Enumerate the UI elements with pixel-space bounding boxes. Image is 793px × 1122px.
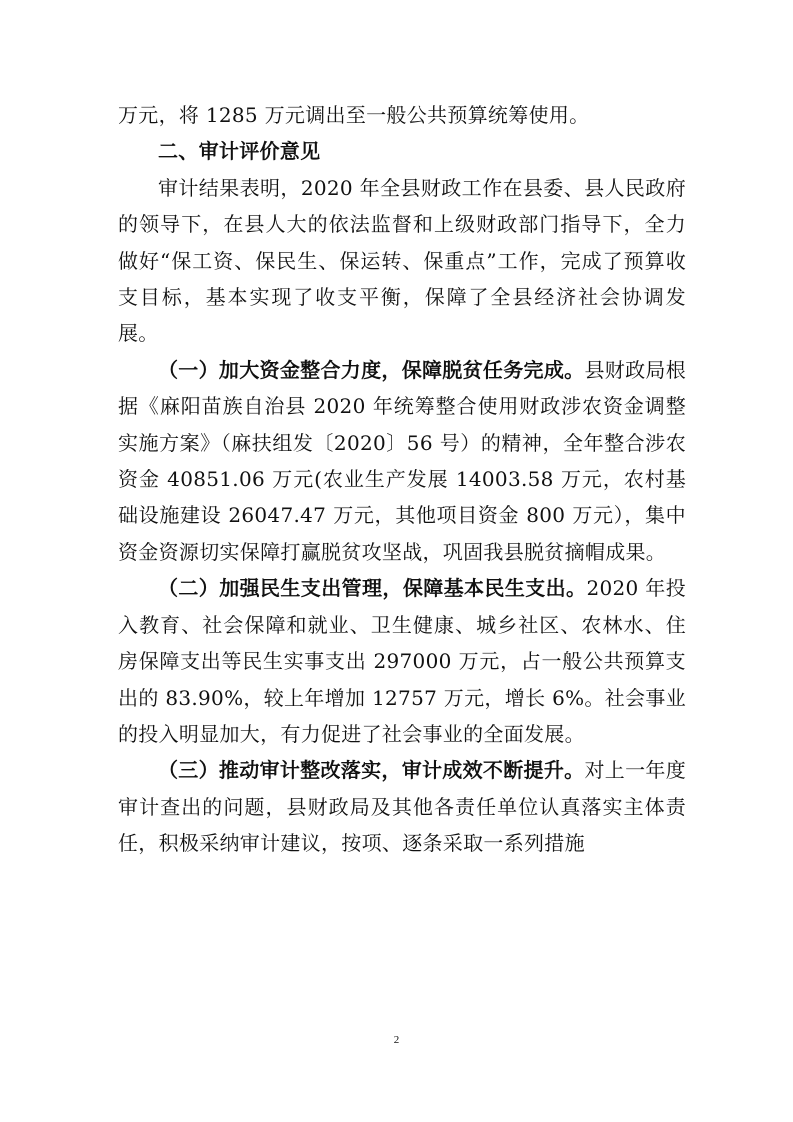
lead-paragraph-rectification bbox=[118, 752, 686, 861]
lead-paragraph-funds bbox=[118, 352, 686, 570]
lead-paragraph-livelihood bbox=[118, 570, 686, 752]
paragraph-lead: （三）推动审计整改落实，审计成效不断提升。 bbox=[158, 758, 585, 783]
page-number: 2 bbox=[393, 1034, 400, 1046]
paragraph-body: 2020 年投入教育、社会保障和就业、卫生健康、城乡社区、农林水、住房保障支出等民生实事支出 297000 万元，占一般公共预算支出的 83.90%，较上年增加 12757 万元，增长 6%。社会事业的投入明显加大，有力促进了社会事业的全面发展。 bbox=[118, 576, 686, 746]
paragraph-body: 县财政局根据《麻阳苗族自治县 2020 年统筹整合使用财政涉农资金调整实施方案》（麻扶组发〔2020〕56 号）的精神，全年整合涉农资金 40851.06 万元(农业生产发展 14003.58 万元，农村基础设施建设 26047.47 万元，其他项目资金 800 万元），集中资金资源切实保障打赢脱贫攻坚战，巩固我县脱贫摘帽成果。 bbox=[118, 357, 686, 564]
body-paragraph: 审计结果表明，2020 年全县财政工作在县委、县人民政府的领导下，在县人大的依法监督和上级财政部门指导下，全力做好“保工资、保民生、保运转、保重点”工作，完成了预算收支目标，基本实现了收支平衡，保障了全县经济社会协调发展。 bbox=[118, 175, 686, 346]
paragraph-body: 对上一年度审计查出的问题，县财政局及其他各责任单位认真落实主体责任，积极采纳审计建议，按项、逐条采取一系列措施 bbox=[118, 758, 686, 856]
paragraph-lead: （一）加大资金整合力度，保障脱贫任务完成。 bbox=[158, 357, 585, 382]
document-body bbox=[118, 97, 686, 862]
continuation-paragraph: 万元，将 1285 万元调出至一般公共预算统筹使用。 bbox=[118, 103, 590, 127]
paragraph-lead: （二）加强民生支出管理，保障基本民生支出。 bbox=[158, 576, 587, 601]
section-heading: 二、审计评价意见 bbox=[158, 139, 321, 164]
